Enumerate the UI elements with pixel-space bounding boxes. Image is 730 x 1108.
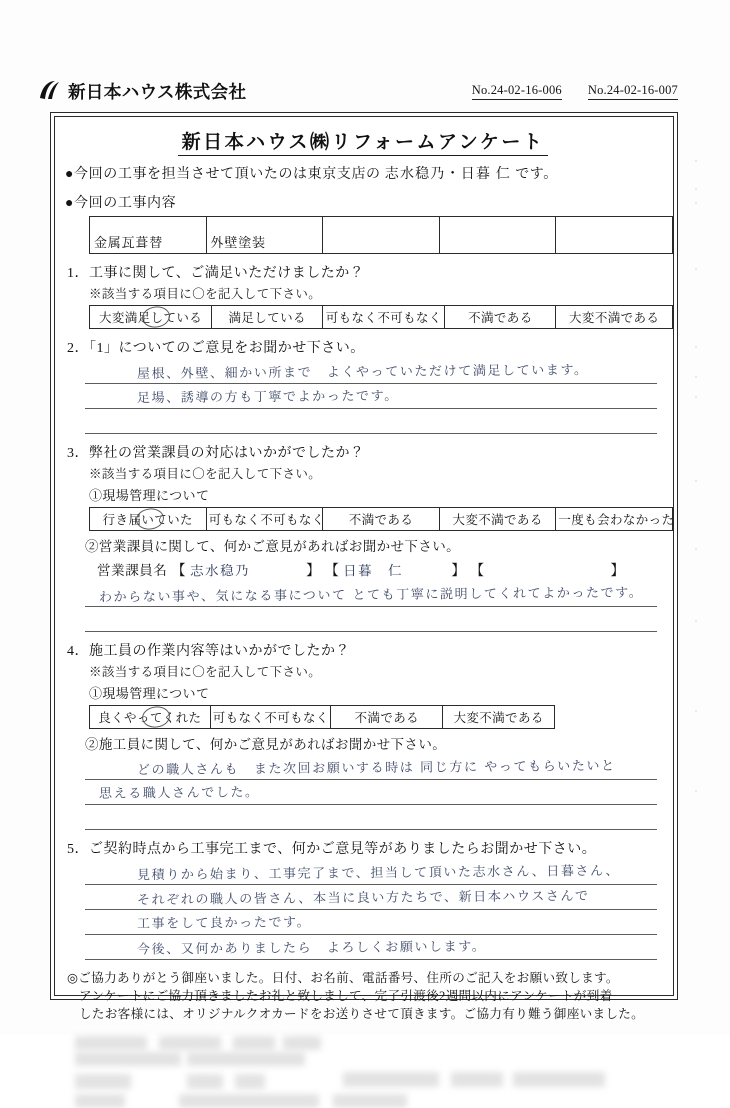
question-2-answer-line-2: 足場、誘導の方も丁寧でよかったです。: [136, 388, 399, 407]
handwriting-line: [85, 780, 657, 805]
q1-option-3[interactable]: 不満である: [445, 306, 556, 329]
q3-option-0-label: 行き届いていた: [102, 513, 193, 527]
company-name: 新日本ハウス株式会社: [68, 82, 247, 103]
q1-option-1[interactable]: 満足している: [212, 306, 323, 329]
question-5-answer-line-1: 見積りから始まり、工事完了まで、担当して頂いた志水さん、日暮さん、: [136, 863, 621, 884]
handwriting-line: [85, 409, 657, 434]
table-row: [90, 706, 555, 729]
swoosh-logo-icon: [36, 78, 62, 104]
redaction-block: [187, 1052, 305, 1066]
redaction-block: [233, 1036, 275, 1050]
redaction-block: [513, 1072, 605, 1087]
staff-name-field-1[interactable]: [172, 559, 321, 580]
bracket-close-icon: 】: [610, 564, 626, 579]
q3-option-3[interactable]: 大変不満である: [439, 508, 556, 531]
q4-option-1[interactable]: 可もなく不可もなく: [210, 706, 331, 729]
handwriting-line: [85, 384, 657, 409]
q1-option-4[interactable]: 大変不満である: [556, 306, 673, 329]
page-title: [63, 127, 663, 154]
work-item-cell-4: [439, 217, 556, 254]
table-row: [90, 217, 673, 254]
question-5-answer-line-2: それぞれの職人の皆さん、本当に良い方たちで、新日本ハウスさんで: [136, 889, 590, 908]
redaction-block: [333, 1094, 407, 1108]
intro-suffix: です。: [515, 167, 558, 182]
question-2-heading: 2．「1」についてのご意見をお聞かせ下さい。: [67, 341, 365, 356]
question-4-note: ※該当する項目に〇を記入して下さい。: [89, 665, 322, 679]
bracket-close-icon: 】: [306, 564, 321, 579]
staff-name-value-3: [485, 574, 611, 575]
document-number-2: No.24-02-16-007: [588, 83, 678, 100]
q4-option-0-label: 良くやってくれた: [98, 711, 202, 725]
intro-prefix: ●今回の工事を担当させて頂いたのは東京支店の: [65, 167, 381, 182]
footer-note-line-1: ◎ご協力ありがとう御座いました。日付、お名前、電話番号、住所のご記入をお願い致します。: [67, 971, 619, 985]
staff-name-value-1: 志水稳乃: [190, 562, 251, 580]
page-title-text: 新日本ハウス㈱リフォームアンケート: [178, 132, 549, 156]
q1-option-2[interactable]: 可もなく不可もなく: [323, 306, 445, 329]
redaction-block: [75, 1074, 131, 1089]
work-item-cell-3: [323, 217, 440, 254]
q3-option-0[interactable]: [90, 508, 207, 531]
q3-option-1[interactable]: 可もなく不可もなく: [206, 508, 323, 531]
handwriting-line: [85, 607, 657, 632]
q1-option-0-label: 大変満足している: [98, 311, 203, 325]
redaction-block: [75, 1036, 147, 1050]
handwriting-line: [85, 755, 657, 780]
question-3-answer-area[interactable]: [85, 582, 663, 632]
form-content: [63, 121, 675, 1021]
redaction-block: [179, 1094, 319, 1108]
work-item-cell-2: 外壁塗装: [206, 217, 323, 254]
staff-name-value-2: 日暮 仁: [343, 562, 404, 580]
question-5-heading: 5．ご契約時点から工事完工まで、何かご意見等がありましたらお聞かせ下さい。: [67, 842, 597, 857]
handwriting-line: [85, 935, 657, 960]
sales-staff-field-label: 営業課員名: [97, 563, 168, 578]
question-5-answer-line-4: 今後、又何かありましたら よろしくお願いします。: [136, 939, 487, 958]
question-4-heading: 4．施工員の作業内容等はいかがでしたか？: [67, 644, 350, 659]
question-4-sub-label-2: ②施工員に関して、何かご意見があればお聞かせ下さい。: [85, 737, 447, 752]
redaction-block: [283, 1036, 321, 1050]
footer-note-line-3: したお客様には、オリジナルクオカードをお送りさせて頂きます。ご協力有り難う御座いました。: [79, 1006, 645, 1021]
question-3-sub-label: ①現場管理について: [89, 488, 210, 503]
table-row: [90, 508, 673, 531]
question-4-sub-label: ①現場管理について: [89, 686, 210, 701]
company-logo: [36, 78, 246, 104]
redaction-block: [343, 1072, 439, 1087]
sheet-header: [36, 74, 696, 108]
question-4-options-table: [89, 705, 555, 729]
redaction-block: [187, 1074, 223, 1089]
bracket-open-icon: 【: [324, 564, 340, 579]
staff-name-field-3[interactable]: [470, 560, 625, 580]
question-3-answer-line-1: わからない事や、気になる事について とても丁寧に説明してくれてよかったです。: [98, 585, 644, 606]
document-number-1: No.24-02-16-006: [472, 83, 562, 100]
question-5-answer-line-3: 工事をして良かったです。: [136, 915, 312, 932]
handwriting-line: [85, 885, 657, 910]
document-numbers: [472, 83, 696, 100]
table-row: [90, 306, 673, 329]
bracket-open-icon: 【: [469, 564, 485, 579]
redaction-block: [75, 1094, 125, 1108]
bracket-open-icon: 【: [171, 564, 187, 579]
handwriting-line: [85, 359, 657, 384]
question-2-answer-area[interactable]: [85, 359, 663, 434]
redaction-block: [235, 1074, 265, 1089]
q4-option-0[interactable]: [90, 706, 211, 729]
question-3-options-table: [89, 507, 673, 531]
question-5-answer-area[interactable]: [85, 860, 663, 960]
footer-note: [67, 970, 663, 1024]
q1-option-0[interactable]: [90, 306, 212, 329]
question-1-note: ※該当する項目に〇を記入して下さい。: [89, 287, 322, 301]
work-content-table: [89, 216, 673, 254]
intro-line: [65, 163, 663, 183]
redaction-block: [159, 1036, 221, 1050]
staff-name-field-2[interactable]: [325, 559, 466, 580]
intro-staff-names: 志水稳乃・日暮 仁: [384, 167, 512, 182]
handwriting-line: [85, 860, 657, 885]
handwriting-line: [85, 805, 657, 830]
q3-option-4[interactable]: 一度も会わなかった: [556, 508, 673, 531]
q4-option-3[interactable]: 大変不満である: [443, 706, 555, 729]
work-content-label: ●今回の工事内容: [65, 196, 177, 211]
redaction-block: [75, 1052, 181, 1066]
redacted-personal-info-area: [67, 1034, 667, 1108]
question-4-answer-area[interactable]: [85, 755, 663, 830]
handwriting-line: [85, 910, 657, 935]
redaction-block: [451, 1072, 503, 1087]
q4-option-2[interactable]: 不満である: [331, 706, 443, 729]
question-3-heading: 3．弊社の営業課員の対応はいかがでしたか？: [67, 446, 365, 461]
form-frame: [50, 112, 678, 1021]
scan-artifacts: [692, 150, 702, 850]
work-item-cell-1: 金属瓦葺替: [90, 217, 207, 254]
handwriting-line: [85, 582, 657, 607]
sales-staff-name-row: [97, 559, 663, 580]
question-4-answer-line-1: どの職人さんも また次回お願いする時は 同じ方に やってもらいたいと: [136, 758, 616, 779]
question-3-note: ※該当する項目に〇を記入して下さい。: [89, 467, 322, 481]
q3-option-2[interactable]: 不満である: [323, 508, 440, 531]
question-3-sub-label-2: ②営業課員に関して、何かご意見があればお聞かせ下さい。: [85, 539, 461, 554]
footer-note-line-2: アンケートにご協力頂きましたお礼と致しまして、完了引渡後2週間以内にアンケートが到着: [79, 988, 613, 1003]
bracket-close-icon: 】: [451, 564, 466, 579]
question-1-heading: 1．工事に関して、ご満足いただけましたか？: [67, 266, 365, 281]
question-4-answer-line-2: 思える職人さんでした。: [98, 785, 260, 802]
work-item-cell-5: [556, 217, 673, 254]
question-2-answer-line-1: 屋根、外壁、細かい所まで よくやっていただけて満足しています。: [136, 363, 589, 382]
question-1-options-table: [89, 305, 673, 329]
